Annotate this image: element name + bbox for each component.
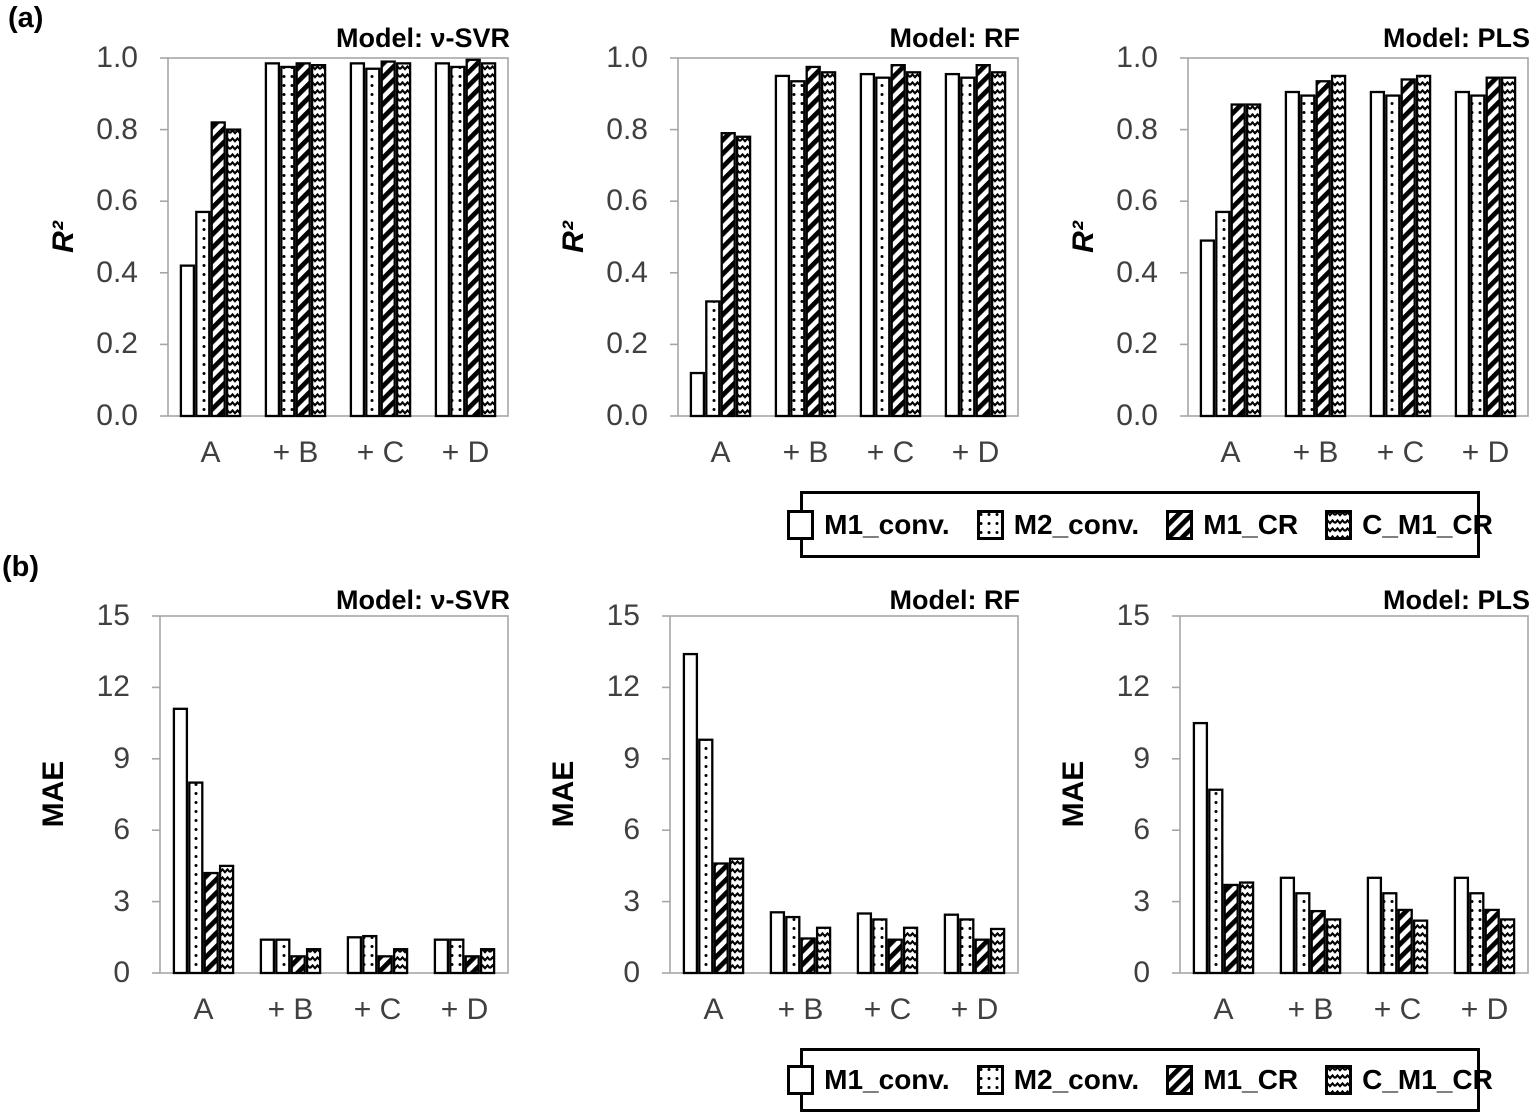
bar-M1_CR bbox=[292, 956, 305, 973]
bar-M2_conv. bbox=[1301, 96, 1314, 416]
y-tick-label: 9 bbox=[113, 741, 130, 775]
legend-label: M2_conv. bbox=[1013, 508, 1140, 540]
legend-entry-M2_conv. bbox=[977, 509, 1140, 541]
y-tick-label: 3 bbox=[623, 884, 640, 918]
bar-C_M1_CR bbox=[730, 859, 743, 973]
chart-r2-rf bbox=[510, 0, 1022, 500]
bar-M2_conv. bbox=[706, 301, 719, 416]
y-tick-label: 15 bbox=[96, 599, 130, 632]
legend-entry-M1_conv. bbox=[787, 1064, 950, 1096]
bar-C_M1_CR bbox=[397, 63, 410, 416]
y-tick-label: 0 bbox=[623, 956, 640, 989]
legend-label: M2_conv. bbox=[1013, 1064, 1140, 1095]
y-tick-label: 0.2 bbox=[606, 327, 648, 361]
bar-M2_conv. bbox=[281, 67, 294, 416]
y-axis-label: MAE bbox=[1057, 760, 1090, 828]
bar-M2_conv. bbox=[450, 940, 463, 973]
y-tick-label: 0.8 bbox=[606, 112, 648, 146]
bar-M1_CR bbox=[297, 63, 310, 416]
x-category-label: A bbox=[1213, 993, 1234, 1026]
y-tick-label: 12 bbox=[96, 670, 130, 704]
y-tick-label: 9 bbox=[1133, 741, 1150, 775]
bar-M2_conv. bbox=[1470, 893, 1483, 973]
x-category-label: + D bbox=[441, 436, 490, 469]
legend-entry-M1_CR bbox=[1166, 509, 1298, 541]
bar-M1_conv. bbox=[266, 63, 279, 416]
bar-M1_conv. bbox=[174, 709, 187, 973]
bar-M1_CR bbox=[205, 873, 218, 973]
legend-entry-M2_conv. bbox=[977, 1064, 1140, 1096]
y-tick-label: 0.0 bbox=[1116, 399, 1158, 432]
x-category-label: + C bbox=[353, 993, 402, 1026]
bar-M1_conv. bbox=[351, 63, 364, 416]
chart-title: Model: PLS bbox=[1383, 585, 1530, 615]
chart-title: Model: RF bbox=[889, 23, 1020, 53]
bar-M1_conv. bbox=[1194, 723, 1207, 973]
bar-M1_CR bbox=[892, 65, 905, 416]
bar-M1_conv. bbox=[1371, 92, 1384, 416]
bar-M1_conv. bbox=[684, 654, 697, 973]
y-tick-label: 1.0 bbox=[606, 41, 648, 74]
bar-M1_CR bbox=[1312, 911, 1325, 973]
legend-entry-M1_conv. bbox=[787, 509, 950, 541]
legend-label: C_M1_CR bbox=[1362, 1064, 1493, 1095]
y-tick-label: 0.4 bbox=[1116, 255, 1158, 289]
x-category-label: + C bbox=[1373, 993, 1422, 1026]
y-tick-label: 0.4 bbox=[96, 255, 138, 289]
chart-title: Model: RF bbox=[889, 585, 1020, 615]
legend-panel-b bbox=[800, 1048, 1493, 1112]
bar-M2_conv. bbox=[1471, 96, 1484, 416]
bar-C_M1_CR bbox=[1240, 883, 1253, 973]
y-tick-label: 6 bbox=[113, 813, 130, 847]
y-tick-label: 0 bbox=[1133, 956, 1150, 989]
y-axis-label: MAE bbox=[547, 760, 580, 828]
y-axis-label: R² bbox=[47, 221, 80, 253]
bar-C_M1_CR bbox=[227, 130, 240, 416]
y-tick-label: 1.0 bbox=[96, 41, 138, 74]
legend-swatch-wave-icon bbox=[1325, 1065, 1352, 1095]
bar-C_M1_CR bbox=[1327, 919, 1340, 973]
legend-swatch-diag-icon bbox=[1166, 510, 1193, 540]
legend-swatch-diag-icon bbox=[1166, 1065, 1193, 1095]
chart-title: Model: ν-SVR bbox=[335, 23, 510, 53]
x-category-label: + D bbox=[951, 436, 1000, 469]
x-category-label: + C bbox=[1376, 436, 1425, 469]
panel-b-label: (b) bbox=[2, 551, 40, 583]
bar-M2_conv. bbox=[1386, 96, 1399, 416]
y-tick-label: 0.4 bbox=[606, 255, 648, 289]
y-tick-label: 0 bbox=[113, 956, 130, 989]
bar-C_M1_CR bbox=[220, 866, 233, 973]
bar-M2_conv. bbox=[699, 740, 712, 973]
bar-M2_conv. bbox=[1209, 790, 1222, 973]
bar-M2_conv. bbox=[791, 81, 804, 416]
bar-C_M1_CR bbox=[1414, 921, 1427, 973]
bar-M1_conv. bbox=[261, 940, 274, 973]
y-tick-label: 12 bbox=[606, 670, 640, 704]
bar-C_M1_CR bbox=[822, 72, 835, 416]
chart-r2-pls bbox=[1020, 0, 1532, 500]
x-category-label: + D bbox=[1460, 993, 1509, 1026]
bar-M1_conv. bbox=[348, 937, 361, 973]
x-category-label: A bbox=[703, 993, 724, 1026]
y-tick-label: 0.6 bbox=[1116, 184, 1158, 218]
x-category-label: A bbox=[710, 436, 731, 469]
chart-title: Model: PLS bbox=[1383, 23, 1530, 53]
x-category-label: A bbox=[1220, 436, 1241, 469]
y-tick-label: 12 bbox=[1116, 670, 1150, 704]
bar-M1_CR bbox=[807, 67, 820, 416]
bar-M1_CR bbox=[802, 938, 815, 973]
bar-M1_CR bbox=[1486, 910, 1499, 973]
bar-C_M1_CR bbox=[312, 65, 325, 416]
y-tick-label: 0.2 bbox=[96, 327, 138, 361]
legend-label: M1_CR bbox=[1203, 1064, 1299, 1095]
x-category-label: A bbox=[200, 436, 221, 469]
bar-M1_conv. bbox=[435, 940, 448, 973]
bar-M1_CR bbox=[1225, 885, 1238, 973]
legend-entry-M1_CR bbox=[1166, 1064, 1298, 1096]
legend-swatch-dots-icon bbox=[977, 510, 1004, 540]
bar-M1_conv. bbox=[1455, 878, 1468, 973]
y-axis-label: R² bbox=[1067, 221, 1100, 253]
bar-C_M1_CR bbox=[1501, 919, 1514, 973]
bar-M1_conv. bbox=[946, 74, 959, 416]
x-category-label: + B bbox=[272, 436, 319, 469]
x-category-label: + B bbox=[782, 436, 829, 469]
bar-M1_CR bbox=[466, 956, 479, 973]
bar-M1_conv. bbox=[1281, 878, 1294, 973]
bar-C_M1_CR bbox=[992, 72, 1005, 416]
bar-M2_conv. bbox=[873, 919, 886, 973]
bar-M1_conv. bbox=[771, 912, 784, 973]
bar-M1_CR bbox=[976, 940, 989, 973]
x-category-label: + B bbox=[1292, 436, 1339, 469]
bar-M2_conv. bbox=[961, 78, 974, 416]
chart-mae-vsvr bbox=[0, 555, 512, 1055]
x-category-label: A bbox=[193, 993, 214, 1026]
y-tick-label: 0.6 bbox=[606, 184, 648, 218]
bar-C_M1_CR bbox=[1247, 105, 1260, 416]
bar-M2_conv. bbox=[1216, 212, 1229, 416]
legend-swatch-plain-icon bbox=[787, 1065, 814, 1095]
y-tick-label: 6 bbox=[623, 813, 640, 847]
y-tick-label: 15 bbox=[606, 599, 640, 632]
x-category-label: + C bbox=[356, 436, 405, 469]
y-tick-label: 9 bbox=[623, 741, 640, 775]
bar-C_M1_CR bbox=[817, 928, 830, 973]
chart-title: Model: ν-SVR bbox=[335, 585, 510, 615]
y-tick-label: 6 bbox=[1133, 813, 1150, 847]
bar-M1_CR bbox=[1232, 105, 1245, 416]
bar-M2_conv. bbox=[189, 783, 202, 973]
bar-M1_CR bbox=[212, 122, 225, 416]
y-tick-label: 0.6 bbox=[96, 184, 138, 218]
y-tick-label: 0.8 bbox=[1116, 112, 1158, 146]
bar-M1_conv. bbox=[945, 915, 958, 973]
bar-M1_conv. bbox=[436, 63, 449, 416]
bar-M2_conv. bbox=[1296, 893, 1309, 973]
bar-C_M1_CR bbox=[307, 949, 320, 973]
y-tick-label: 3 bbox=[1133, 884, 1150, 918]
bar-M1_CR bbox=[1487, 78, 1500, 416]
bar-C_M1_CR bbox=[991, 929, 1004, 973]
bar-M2_conv. bbox=[451, 67, 464, 416]
x-category-label: + C bbox=[863, 993, 912, 1026]
bar-M1_conv. bbox=[1201, 241, 1214, 416]
bar-M1_conv. bbox=[1456, 92, 1469, 416]
chart-r2-vsvr bbox=[0, 0, 512, 500]
bar-M1_CR bbox=[722, 133, 735, 416]
x-category-label: + D bbox=[950, 993, 999, 1026]
bar-M1_CR bbox=[1399, 910, 1412, 973]
x-category-label: + B bbox=[777, 993, 824, 1026]
bar-M2_conv. bbox=[786, 917, 799, 973]
y-axis-label: R² bbox=[557, 221, 590, 253]
y-tick-label: 0.8 bbox=[96, 112, 138, 146]
bar-C_M1_CR bbox=[737, 137, 750, 416]
bar-M1_conv. bbox=[181, 266, 194, 416]
bar-M1_CR bbox=[379, 956, 392, 973]
bar-C_M1_CR bbox=[1502, 78, 1515, 416]
bar-C_M1_CR bbox=[1417, 76, 1430, 416]
bar-M1_conv. bbox=[1368, 878, 1381, 973]
y-axis-label: MAE bbox=[37, 760, 70, 828]
bar-M1_conv. bbox=[1286, 92, 1299, 416]
legend-label: M1_conv. bbox=[824, 508, 950, 540]
chart-mae-rf bbox=[510, 555, 1022, 1055]
x-category-label: + D bbox=[440, 993, 489, 1026]
x-category-label: + C bbox=[866, 436, 915, 469]
legend-swatch-dots-icon bbox=[977, 1065, 1004, 1095]
bar-M1_conv. bbox=[861, 74, 874, 416]
bar-M2_conv. bbox=[876, 78, 889, 416]
y-tick-label: 0.0 bbox=[96, 399, 138, 432]
bar-M1_CR bbox=[977, 65, 990, 416]
bar-M2_conv. bbox=[363, 936, 376, 973]
legend-label: M1_conv. bbox=[824, 1064, 950, 1095]
legend-label: C_M1_CR bbox=[1362, 508, 1493, 540]
legend-panel-a bbox=[800, 491, 1493, 558]
legend-swatch-wave-icon bbox=[1325, 510, 1352, 540]
x-category-label: + D bbox=[1461, 436, 1510, 469]
legend-entry-C_M1_CR bbox=[1325, 509, 1493, 541]
bar-M1_CR bbox=[382, 62, 395, 416]
bar-M1_CR bbox=[1402, 79, 1415, 416]
bar-M2_conv. bbox=[366, 69, 379, 416]
bar-M1_CR bbox=[467, 60, 480, 416]
bar-C_M1_CR bbox=[394, 949, 407, 973]
y-tick-label: 0.0 bbox=[606, 399, 648, 432]
x-category-label: + B bbox=[1287, 993, 1334, 1026]
bar-M1_conv. bbox=[858, 914, 871, 974]
y-tick-label: 15 bbox=[1116, 599, 1150, 632]
bar-M1_conv. bbox=[691, 373, 704, 416]
bar-M2_conv. bbox=[276, 940, 289, 973]
panel-a-label: (a) bbox=[8, 2, 44, 34]
y-tick-label: 3 bbox=[113, 884, 130, 918]
bar-M1_CR bbox=[889, 940, 902, 973]
bar-M1_CR bbox=[715, 864, 728, 973]
bar-M2_conv. bbox=[960, 919, 973, 973]
y-tick-label: 0.2 bbox=[1116, 327, 1158, 361]
bar-M1_conv. bbox=[776, 76, 789, 416]
bar-C_M1_CR bbox=[482, 63, 495, 416]
bar-C_M1_CR bbox=[904, 928, 917, 973]
bar-M1_CR bbox=[1317, 81, 1330, 416]
y-tick-label: 1.0 bbox=[1116, 41, 1158, 74]
bar-C_M1_CR bbox=[907, 72, 920, 416]
bar-M2_conv. bbox=[196, 212, 209, 416]
legend-label: M1_CR bbox=[1203, 508, 1299, 540]
bar-C_M1_CR bbox=[1332, 76, 1345, 416]
x-category-label: + B bbox=[267, 993, 314, 1026]
bar-C_M1_CR bbox=[481, 949, 494, 973]
legend-entry-C_M1_CR bbox=[1325, 1064, 1493, 1096]
chart-mae-pls bbox=[1020, 555, 1532, 1055]
legend-swatch-plain-icon bbox=[787, 510, 814, 540]
bar-M2_conv. bbox=[1383, 893, 1396, 973]
